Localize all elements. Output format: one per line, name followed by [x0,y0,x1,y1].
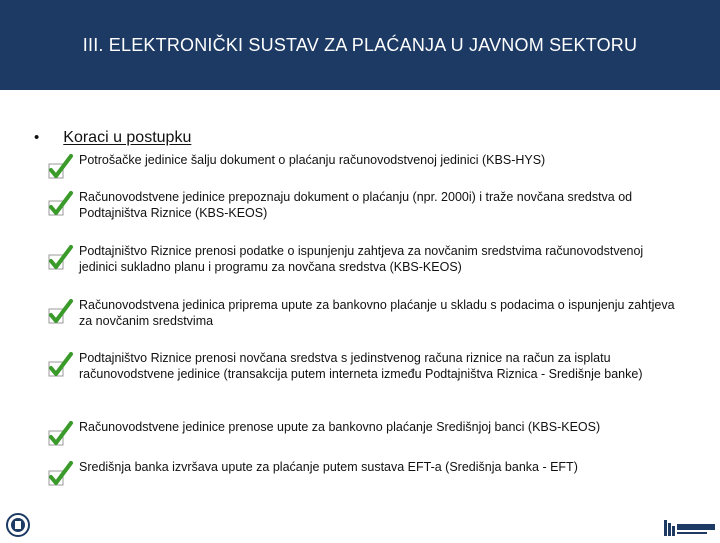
step-text: Podtajništvo Riznice prenosi podatke o ispunjenju zahtjeva za novčanim sredstvima računovodstvenoj jedinici sukladno planu i programu za novčana sredstva (KBS-KEOS) [79,244,644,274]
step-item-4 [48,297,688,329]
checkmark-icon [48,154,74,184]
step-item-1 [48,152,688,184]
checkmark-icon [48,191,74,221]
checkmark-icon [48,299,74,329]
page-title: III. ELEKTRONIČKI SUSTAV ZA PLAĆANJA U JAVNOM SEKTORU [82,34,638,55]
section-heading: Koraci u postupku [63,129,192,146]
step-text: Računovodstvene jedinice prepoznaju dokument o plaćanju (npr. 2000i) i traže novčana sredstva od Podtajništva Riznice (KBS-KEOS) [79,190,633,220]
step-text: Podtajništvo Riznice prenosi novčana sredstva s jedinstvenog računa riznice na račun za isplatu računovodstvene jedinice (transakcija putem interneta između Podtajništva Riznica - Središnje banke) [79,351,643,381]
step-item-6 [48,419,688,451]
ministry-logo-icon [664,516,716,538]
step-item-2 [48,189,688,221]
step-item-5 [48,350,688,382]
checkmark-icon [48,245,74,275]
bullet-point: • [34,129,40,146]
checkmark-icon [48,421,74,451]
checkmark-icon [48,352,74,382]
step-text: Središnja banka izvršava upute za plaćanje putem sustava EFT-a (Središnja banka - EFT) [79,460,578,474]
step-text: Potrošačke jedinice šalju dokument o plaćanju računovodstvenoj jedinici (KBS-HYS) [79,153,546,167]
mb-logo-icon [4,512,32,538]
step-item-7 [48,459,688,491]
step-text: Računovodstvena jedinica priprema upute za bankovno plaćanje u skladu s podacima o ispunjenju zahtjeva za novčanim sredstvima [79,298,675,328]
step-text: Računovodstvene jedinice prenose upute za bankovno plaćanje Središnjoj banci (KBS-KEOS) [79,420,601,434]
checkmark-icon [48,461,74,491]
step-item-3 [48,243,688,275]
